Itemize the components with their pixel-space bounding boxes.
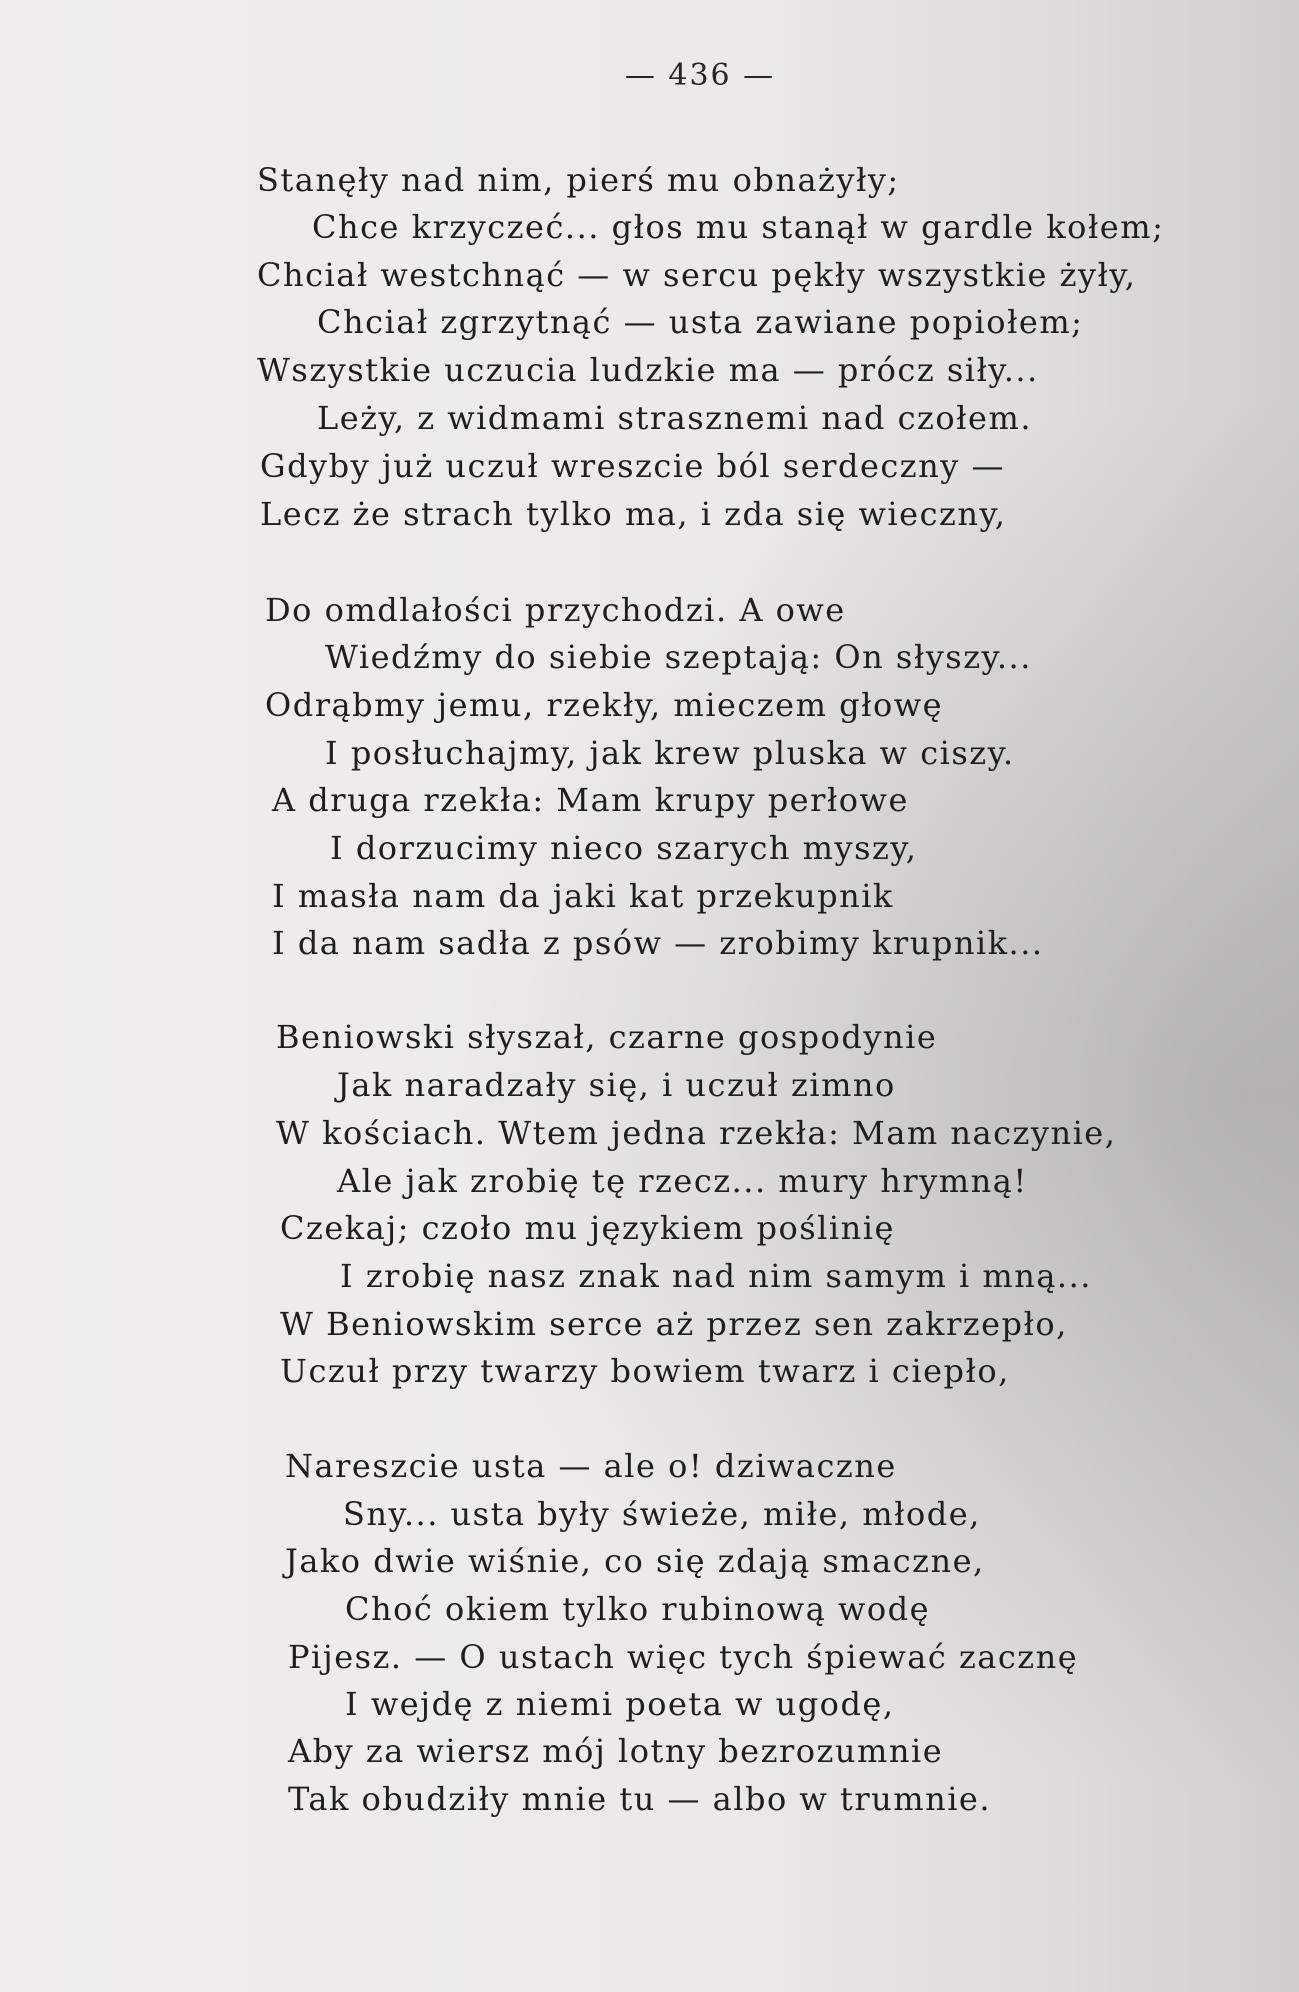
verse-line: W Beniowskim serce aż przez sen zakrzepło,: [280, 1305, 1068, 1343]
verse-line: Aby za wiersz mój lotny bezrozumnie: [288, 1732, 944, 1770]
verse-line: Ale jak zrobię tę rzecz... mury hrymną!: [337, 1162, 1028, 1200]
verse-line: Tak obudziły mnie tu — albo w trumnie.: [288, 1780, 992, 1818]
verse-line: A druga rzekła: Mam krupy perłowe: [272, 781, 909, 819]
verse-line: Gdyby już uczuł wreszcie ból serdeczny —: [260, 447, 1006, 485]
verse-line: Choć okiem tylko rubinową wodę: [345, 1590, 931, 1628]
verse-line: Sny... usta były świeże, miłe, młode,: [343, 1495, 981, 1533]
verse-line: Chciał zgrzytnąć — usta zawiane popiołem;: [317, 303, 1084, 341]
verse-line: Stanęły nad nim, pierś mu obnażyły;: [257, 161, 900, 199]
verse-line: I masła nam da jaki kat przekupnik: [272, 877, 894, 915]
verse-line: Beniowski słyszał, czarne gospodynie: [276, 1018, 938, 1056]
verse-line: Chce krzyczeć... głos mu stanął w gardle kołem;: [312, 208, 1165, 246]
verse-line: Do omdlałości przychodzi. A owe: [265, 591, 846, 629]
verse-line: Uczuł przy twarzy bowiem twarz i ciepło,: [280, 1352, 1010, 1390]
verse-line: Chciał westchnąć — w sercu pękły wszystkie żyły,: [257, 256, 1137, 294]
verse-line: Jako dwie wiśnie, co się zdają smaczne,: [285, 1542, 985, 1580]
verse-line: I zrobię nasz znak nad nim samym i mną...: [340, 1257, 1092, 1295]
verse-line: W kościach. Wtem jedna rzekła: Mam naczynie,: [276, 1114, 1117, 1152]
verse-line: Lecz że strach tylko ma, i zda się wieczny,: [260, 495, 1007, 533]
verse-line: Odrąbmy jemu, rzekły, mieczem głowę: [265, 686, 944, 724]
verse-line: I posłuchajmy, jak krew pluska w ciszy.: [325, 734, 1015, 772]
verse-line: I da nam sadła z psów — zrobimy krupnik...: [272, 924, 1044, 962]
verse-line: Nareszcie usta — ale o! dziwaczne: [285, 1447, 897, 1485]
verse-line: Wszystkie uczucia ludzkie ma — prócz siły...: [257, 351, 1039, 389]
verse-line: Jak naradzały się, i uczuł zimno: [337, 1066, 896, 1104]
verse-line: Leży, z widmami strasznemi nad czołem.: [317, 399, 1032, 437]
page-number: — 436 —: [624, 58, 776, 93]
verse-line: I wejdę z niemi poeta w ugodę,: [345, 1685, 895, 1723]
verse-line: Czekaj; czoło mu językiem poślinię: [280, 1209, 895, 1247]
verse-line: Pijesz. — O ustach więc tych śpiewać zacznę: [288, 1638, 1079, 1676]
verse-line: I dorzucimy nieco szarych myszy,: [330, 829, 918, 867]
verse-line: Wiedźmy do siebie szeptają: On słyszy...: [325, 638, 1032, 676]
